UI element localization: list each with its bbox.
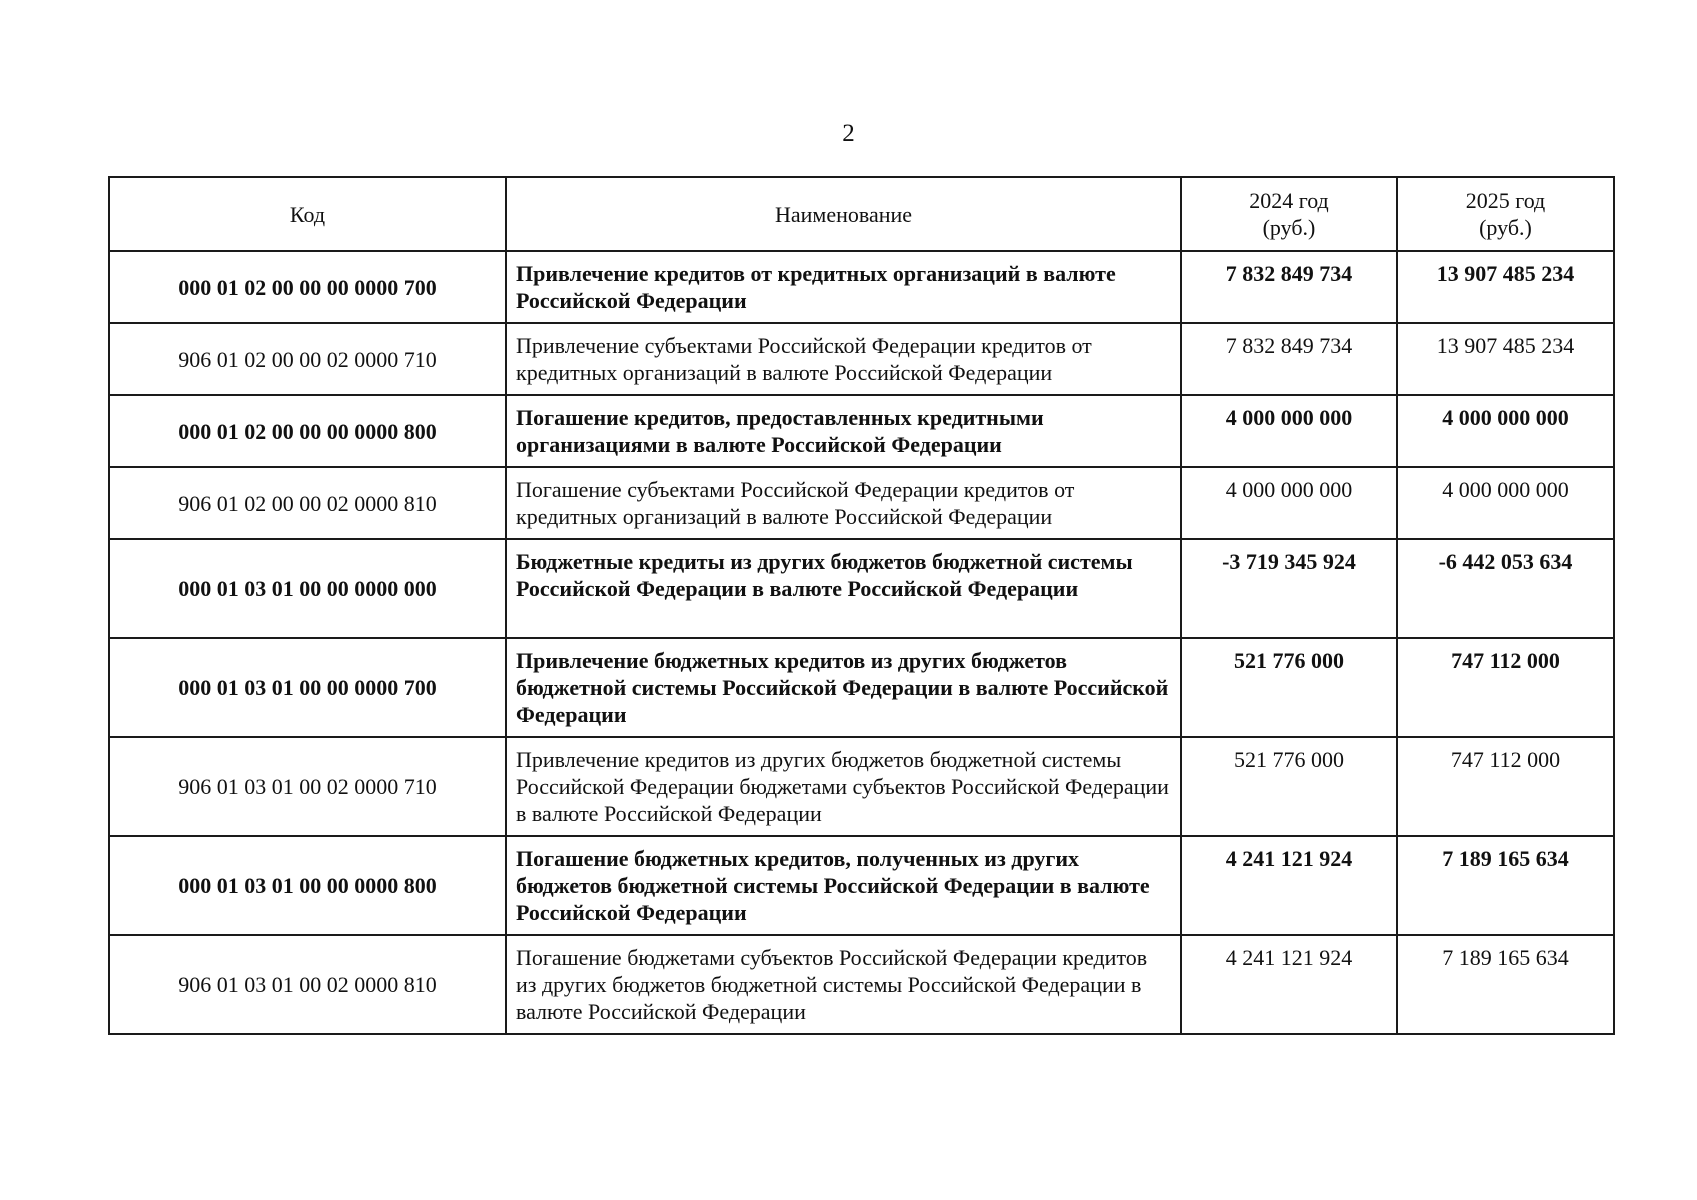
row-value-2025: 7 189 165 634 <box>1397 935 1614 1034</box>
row-value-2024: 7 832 849 734 <box>1181 323 1397 395</box>
header-name-label: Наименование <box>774 201 913 227</box>
row-value-2024: 521 776 000 <box>1181 737 1397 836</box>
header-name <box>506 177 1181 251</box>
row-code: 000 01 03 01 00 00 0000 800 <box>109 836 506 935</box>
row-name: Привлечение кредитов от кредитных организаций в валюте Российской Федерации <box>506 251 1181 323</box>
row-code: 906 01 02 00 00 02 0000 810 <box>109 467 506 539</box>
row-value-2024: -3 719 345 924 <box>1181 539 1397 638</box>
row-name: Погашение бюджетами субъектов Российской Федерации кредитов из других бюджетов бюджетной системы Российской Федерации в валюте Российской Федерации <box>506 935 1181 1034</box>
table-row <box>109 935 1614 1034</box>
row-value-2024: 521 776 000 <box>1181 638 1397 737</box>
row-value-2025: 4 000 000 000 <box>1397 395 1614 467</box>
header-code <box>109 177 506 251</box>
row-value-2024: 4 241 121 924 <box>1181 836 1397 935</box>
header-2025-unit: (руб.) <box>1479 215 1532 240</box>
row-name: Бюджетные кредиты из других бюджетов бюджетной системы Российской Федерации в валюте Российской Федерации <box>506 539 1181 638</box>
table-row <box>109 539 1614 638</box>
table-row <box>109 467 1614 539</box>
row-value-2025: 13 907 485 234 <box>1397 323 1614 395</box>
row-value-2025: 4 000 000 000 <box>1397 467 1614 539</box>
row-name: Привлечение кредитов из других бюджетов бюджетной системы Российской Федерации бюджетами субъектов Российской Федерации в валюте Российской Федерации <box>506 737 1181 836</box>
row-value-2024: 7 832 849 734 <box>1181 251 1397 323</box>
row-code: 000 01 02 00 00 00 0000 700 <box>109 251 506 323</box>
row-name: Погашение кредитов, предоставленных кредитными организациями в валюте Российской Федерации <box>506 395 1181 467</box>
header-2024-unit: (руб.) <box>1262 215 1316 240</box>
row-name: Привлечение бюджетных кредитов из других бюджетов бюджетной системы Российской Федерации в валюте Российской Федерации <box>506 638 1181 737</box>
table-row <box>109 395 1614 467</box>
header-2025 <box>1397 177 1614 251</box>
row-name: Погашение субъектами Российской Федерации кредитов от кредитных организаций в валюте Российской Федерации <box>506 467 1181 539</box>
row-name: Привлечение субъектами Российской Федерации кредитов от кредитных организаций в валюте Российской Федерации <box>506 323 1181 395</box>
row-code: 000 01 03 01 00 00 0000 700 <box>109 638 506 737</box>
table-header-row <box>109 177 1614 251</box>
row-value-2025: 747 112 000 <box>1397 737 1614 836</box>
header-2025-year: 2025 год <box>1465 188 1546 213</box>
table-row <box>109 836 1614 935</box>
row-value-2025: 7 189 165 634 <box>1397 836 1614 935</box>
row-code: 000 01 03 01 00 00 0000 000 <box>109 539 506 638</box>
row-value-2024: 4 000 000 000 <box>1181 395 1397 467</box>
row-value-2025: 747 112 000 <box>1397 638 1614 737</box>
row-code: 000 01 02 00 00 00 0000 800 <box>109 395 506 467</box>
page-number: 2 <box>842 120 855 147</box>
row-value-2024: 4 241 121 924 <box>1181 935 1397 1034</box>
row-code: 906 01 03 01 00 02 0000 810 <box>109 935 506 1034</box>
header-2024-year: 2024 год <box>1249 188 1329 213</box>
row-code: 906 01 03 01 00 02 0000 710 <box>109 737 506 836</box>
row-name: Погашение бюджетных кредитов, полученных из других бюджетов бюджетной системы Российской Федерации в валюте Российской Федерации <box>506 836 1181 935</box>
header-2024 <box>1181 177 1397 251</box>
row-value-2024: 4 000 000 000 <box>1181 467 1397 539</box>
table-row <box>109 251 1614 323</box>
table-row <box>109 737 1614 836</box>
header-code-label: Код <box>289 201 326 227</box>
row-value-2025: -6 442 053 634 <box>1397 539 1614 638</box>
table-row <box>109 638 1614 737</box>
budget-table <box>108 176 1615 1035</box>
table-row <box>109 323 1614 395</box>
row-code: 906 01 02 00 00 02 0000 710 <box>109 323 506 395</box>
row-value-2025: 13 907 485 234 <box>1397 251 1614 323</box>
